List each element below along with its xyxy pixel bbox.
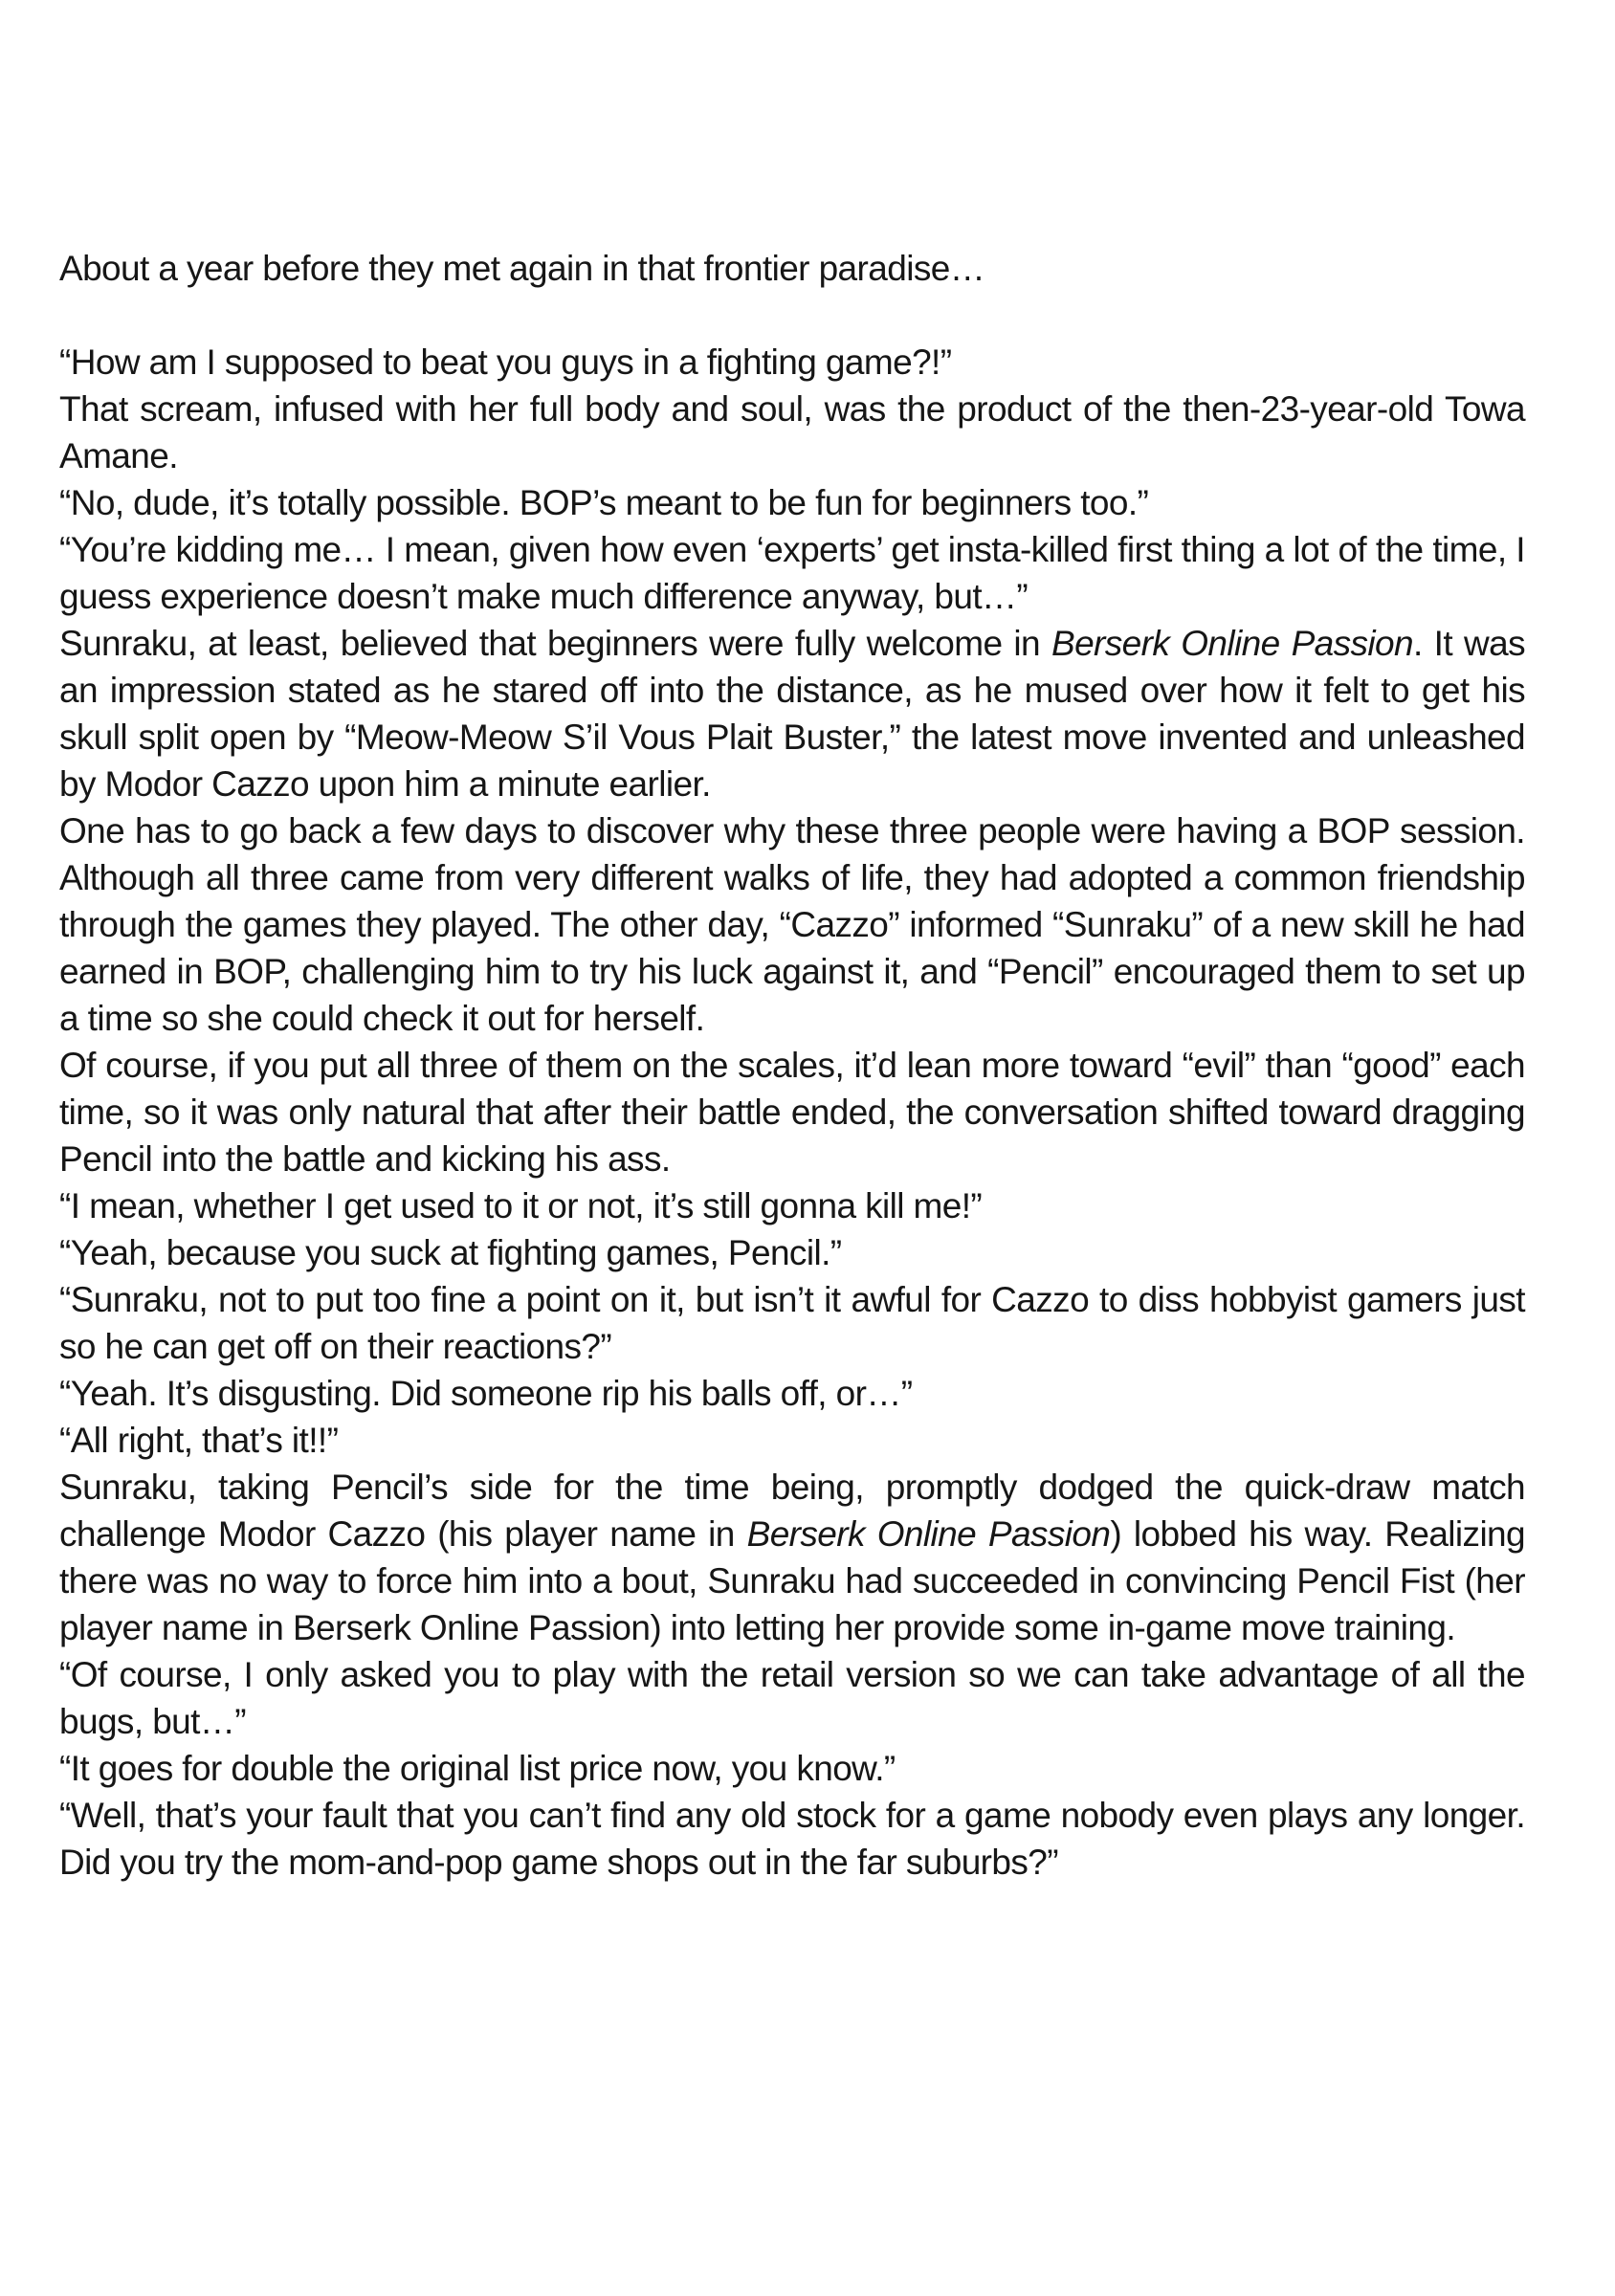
dialogue-line xyxy=(59,479,1525,526)
text-run: “You’re kidding me… I mean, given how even ‘experts’ get insta-killed first thing a lot of the time, I guess experience doesn’t make much difference anyway, but…” xyxy=(59,530,1525,616)
text-run: “How am I supposed to beat you guys in a fighting game?!” xyxy=(59,342,952,382)
dialogue-line xyxy=(59,1745,1525,1792)
narration-paragraph xyxy=(59,620,1525,807)
dialogue-line xyxy=(59,1276,1525,1370)
text-run: “Of course, I only asked you to play with the retail version so we can take advantage of all the bugs, but…” xyxy=(59,1655,1525,1741)
dialogue-line xyxy=(59,526,1525,620)
text-run: “All right, that’s it!!” xyxy=(59,1421,339,1460)
narration-paragraph xyxy=(59,386,1525,479)
text-run: “No, dude, it’s totally possible. BOP’s meant to be fun for beginners too.” xyxy=(59,483,1149,522)
text-run: “It goes for double the original list price now, you know.” xyxy=(59,1749,896,1788)
text-run: That scream, infused with her full body and soul, was the product of the then-23-year-old Towa Amane. xyxy=(59,389,1525,475)
dialogue-line xyxy=(59,1417,1525,1464)
text-run: . It was an impression stated as he stared off into the distance, as he mused over how it felt to get his skull split open by “Meow-Meow S’il Vous Plait Buster,” the latest move invented and unleashed by Modor Cazzo upon him a minute earlier. xyxy=(59,624,1525,804)
text-run: “Yeah. It’s disgusting. Did someone rip his balls off, or…” xyxy=(59,1374,913,1413)
narration-paragraph xyxy=(59,1042,1525,1182)
text-run: “I mean, whether I get used to it or not, it’s still gonna kill me!” xyxy=(59,1186,983,1225)
dialogue-line xyxy=(59,339,1525,386)
dialogue-line xyxy=(59,1182,1525,1229)
text-run: “Well, that’s your fault that you can’t find any old stock for a game nobody even plays any longer. Did you try the mom-and-pop game shops out in the far suburbs?” xyxy=(59,1796,1525,1882)
dialogue-line xyxy=(59,1651,1525,1745)
opening-narration-line xyxy=(59,245,1525,292)
italic-text-run: Berserk Online Passion xyxy=(1051,624,1413,663)
body-text xyxy=(59,245,1525,1886)
narration-paragraph xyxy=(59,807,1525,1042)
dialogue-line xyxy=(59,1792,1525,1886)
text-run: Sunraku, at least, believed that beginners were fully welcome in xyxy=(59,624,1051,663)
text-run: About a year before they met again in that frontier paradise… xyxy=(59,249,985,288)
text-run: “Sunraku, not to put too fine a point on it, but isn’t it awful for Cazzo to diss hobbyist gamers just so he can get off on their reactions?” xyxy=(59,1280,1525,1366)
text-run: Sunraku, taking Pencil’s side for the time being, promptly dodged the quick-draw match challenge Modor Cazzo (his player name in xyxy=(59,1468,1525,1554)
narration-paragraph xyxy=(59,1464,1525,1651)
text-run: ) lobbed his way. Realizing there was no way to force him into a bout, Sunraku had succeeded in convincing Pencil Fist (her player name in Berserk Online Passion) into letting her provide some in-game move training. xyxy=(59,1514,1526,1647)
text-run: One has to go back a few days to discover why these three people were having a BOP session. Although all three came from very different walks of life, they had adopted a common friendship through the games they played. The other day, “Cazzo” informed “Sunraku” of a new skill he had earned in BOP, challenging him to try his luck against it, and “Pencil” encouraged them to set up a time so she could check it out for herself. xyxy=(59,811,1525,1038)
text-run: Of course, if you put all three of them on the scales, it’d lean more toward “evil” than “good” each time, so it was only natural that after their battle ended, the conversation shifted toward dragging Pencil into the battle and kicking his ass. xyxy=(59,1046,1525,1179)
dialogue-line xyxy=(59,1370,1525,1417)
dialogue-line xyxy=(59,1229,1525,1276)
text-run: “Yeah, because you suck at fighting games, Pencil.” xyxy=(59,1233,842,1272)
italic-text-run: Berserk Online Passion xyxy=(746,1514,1111,1554)
